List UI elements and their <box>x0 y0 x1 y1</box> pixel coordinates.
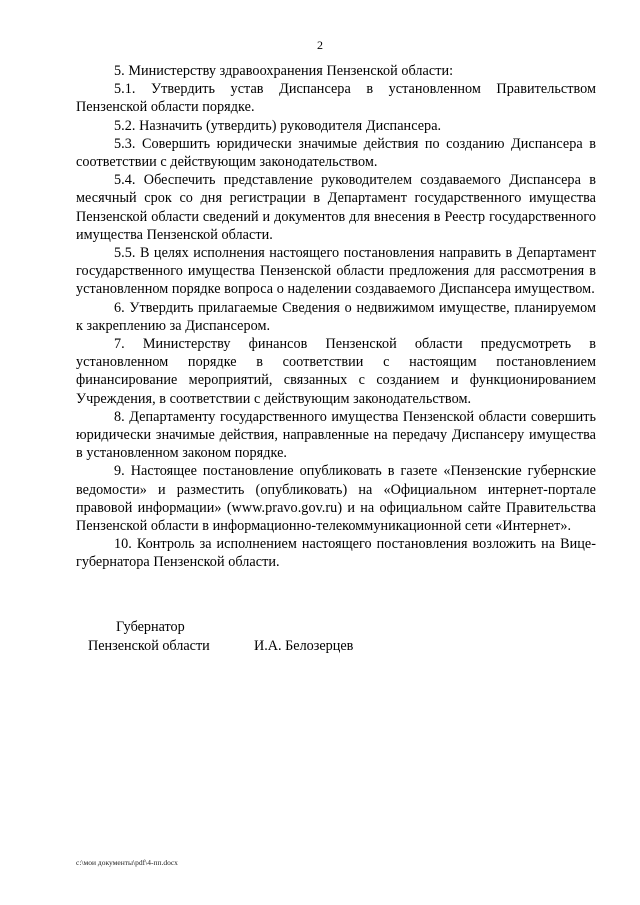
signatory-title-line2: Пензенской области <box>88 637 210 654</box>
signature-block <box>88 618 353 655</box>
footer-file-path: c:\мои документы\pdf\4-пп.docx <box>76 858 178 867</box>
paragraph-5-5: 5.5. В целях исполнения настоящего постановления направить в Департамент государственного имущества Пензенской области предложения для рассмотрения в установленном порядке вопроса о наделении создаваемого Диспансера имуществом. <box>76 245 596 298</box>
paragraph-5-3: 5.3. Совершить юридически значимые действия по созданию Диспансера в соответствии с действующим законодательством. <box>76 135 596 171</box>
document-body <box>76 62 596 572</box>
paragraph-8: 8. Департаменту государственного имущества Пензенской области совершить юридически значимые действия, направленные на передачу Диспансеру имущества в установленном законом порядке. <box>76 408 596 462</box>
paragraph-10: 10. Контроль за исполнением настоящего постановления возложить на Вице-губернатора Пензенской области. <box>76 536 596 571</box>
paragraph-5-4: 5.4. Обеспечить представление руководителем создаваемого Диспансера в месячный срок со дня регистрации в Департамент государственного имущества Пензенской области сведений и документов для внесения в Реестр государственного имущества Пензенской области. <box>76 172 596 243</box>
signatory-name: И.А. Белозерцев <box>254 637 354 654</box>
paragraph-7: 7. Министерству финансов Пензенской области предусмотреть в установленном порядке в соответствии с настоящим постановлением финансирование мероприятий, связанных с созданием и функционированием Учреждения, в соответствии с действующим законодательством. <box>76 336 596 407</box>
page-number: 2 <box>317 38 323 52</box>
paragraph-5: 5. Министерству здравоохранения Пензенской области: <box>114 63 454 79</box>
paragraph-9: 9. Настоящее постановление опубликовать в газете «Пензенские губернские ведомости» и разместить (опубликовать) на «Официальном интернет-портале правовой информации» (www.pravo.gov.ru) и на официальном сайте Правительства Пензенской области в информационно-телекоммуникационной сети «Интернет». <box>76 463 596 535</box>
signature-row <box>88 637 353 656</box>
signatory-title-line1: Губернатор <box>116 619 185 635</box>
paragraph-6: 6. Утвердить прилагаемые Сведения о недвижимом имуществе, планируемом к закреплению за Диспансером. <box>76 299 596 334</box>
paragraph-5-1: 5.1. Утвердить устав Диспансера в установленном Правительством Пензенской области порядке. <box>76 81 596 116</box>
paragraph-5-2: 5.2. Назначить (утвердить) руководителя Диспансера. <box>114 117 442 134</box>
